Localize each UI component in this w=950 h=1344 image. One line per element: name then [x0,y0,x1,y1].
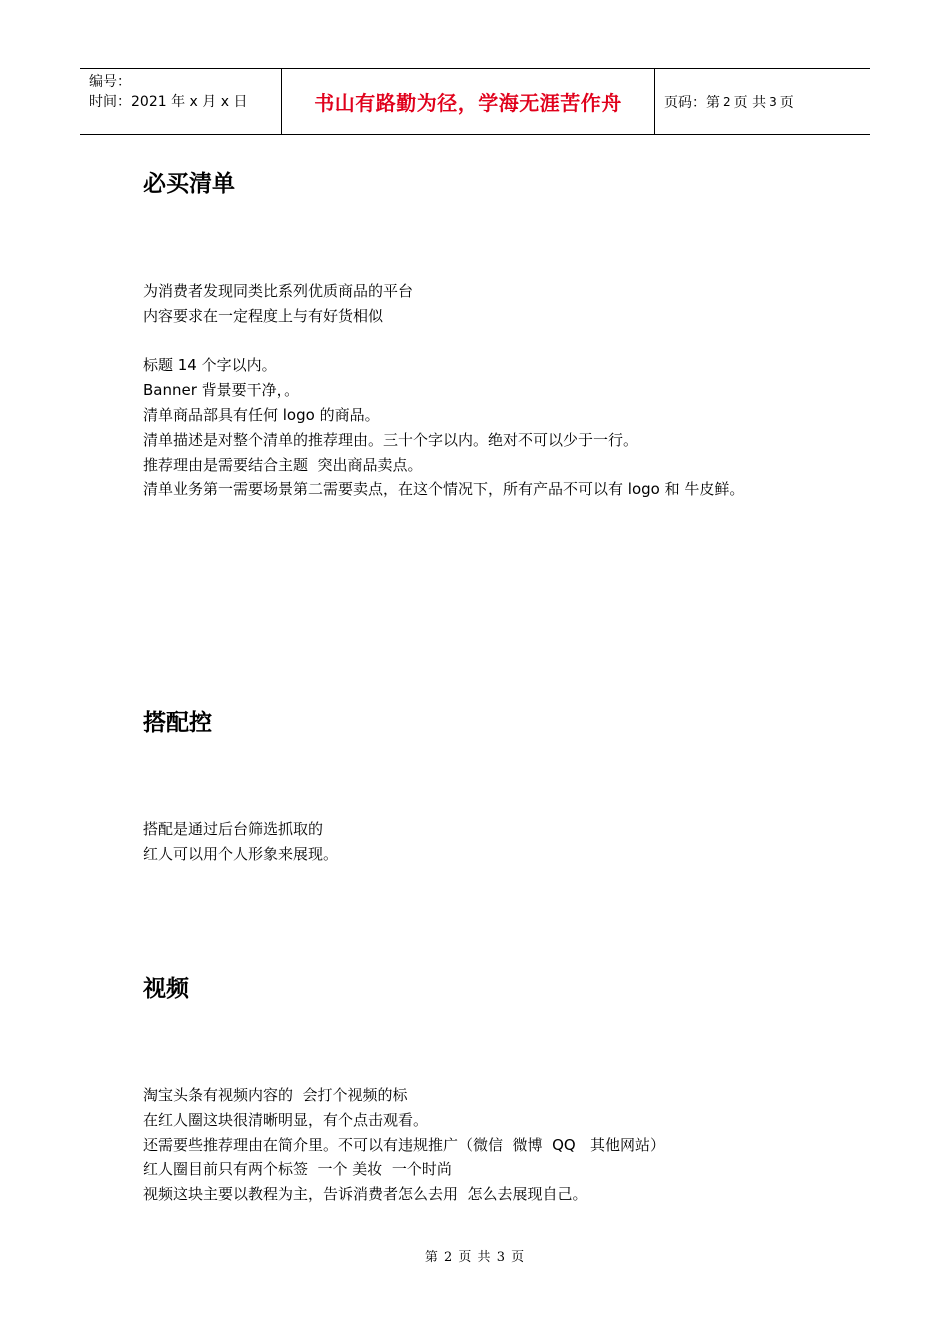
body-line: 标题 14 个字以内。 [143,356,277,375]
header-motto: 书山有路勤为径，学海无涯苦作舟 [282,69,655,134]
body-line: 在红人圈这块很清晰明显，有个点击观看。 [143,1110,429,1129]
body-line [143,329,843,354]
header-meta [80,69,282,134]
header-page-suffix: 页 [779,94,794,111]
body-line: 淘宝头条有视频内容的 会打个视频的标 [143,1086,408,1104]
body-line: 清单描述是对整个清单的推荐理由。三十个字以内。绝对不可以少于一行。 [143,430,639,449]
body-line: 内容要求在一定程度上与有好货相似 [143,306,384,325]
section-title-video: 视频 [143,976,189,1002]
header-page-current: 2 [723,94,731,109]
header-date-label: 时间：2021 年 x 月 x 日 [89,94,248,110]
body-line: 推荐理由是需要结合主题 突出商品卖点。 [143,455,423,474]
page-footer: 第 2 页 共 3 页 [424,1250,526,1265]
header-number-label: 编号： [89,74,131,90]
body-line: 为消费者发现同类比系列优质商品的平台 [143,282,414,300]
page-header [80,68,870,135]
header-page-mid: 页 共 [733,94,767,111]
body-line: 还需要些推荐理由在简介里。不可以有违规推广（微信 微博 QQ 其他网站） [143,1135,665,1154]
body-line: 视频这块主要以教程为主，告诉消费者怎么去用 怎么去展现自己。 [143,1185,588,1204]
section-body-video [143,1083,843,1207]
section-title-outfit-match: 搭配控 [143,710,212,736]
header-page-info [655,69,870,134]
body-line: 搭配是通过后台筛选抓取的 [143,820,324,838]
body-line: 清单商品部具有任何 logo 的商品。 [143,405,380,424]
body-line: Banner 背景要干净，。 [143,381,300,400]
body-line: 红人可以用个人形象来展现。 [143,844,339,863]
section-body-must-buy-list [143,279,843,502]
section-title-must-buy-list: 必买清单 [143,171,235,197]
body-line: 红人圈目前只有两个标签 一个 美妆 一个时尚 [143,1160,452,1179]
section-body-outfit-match [143,817,843,867]
body-line: 清单业务第一需要场景第二需要卖点，在这个情况下，所有产品不可以有 logo 和 牛皮鲜。 [143,480,745,499]
header-page-prefix: 页码：第 [664,94,720,111]
header-page-total: 3 [769,94,777,109]
